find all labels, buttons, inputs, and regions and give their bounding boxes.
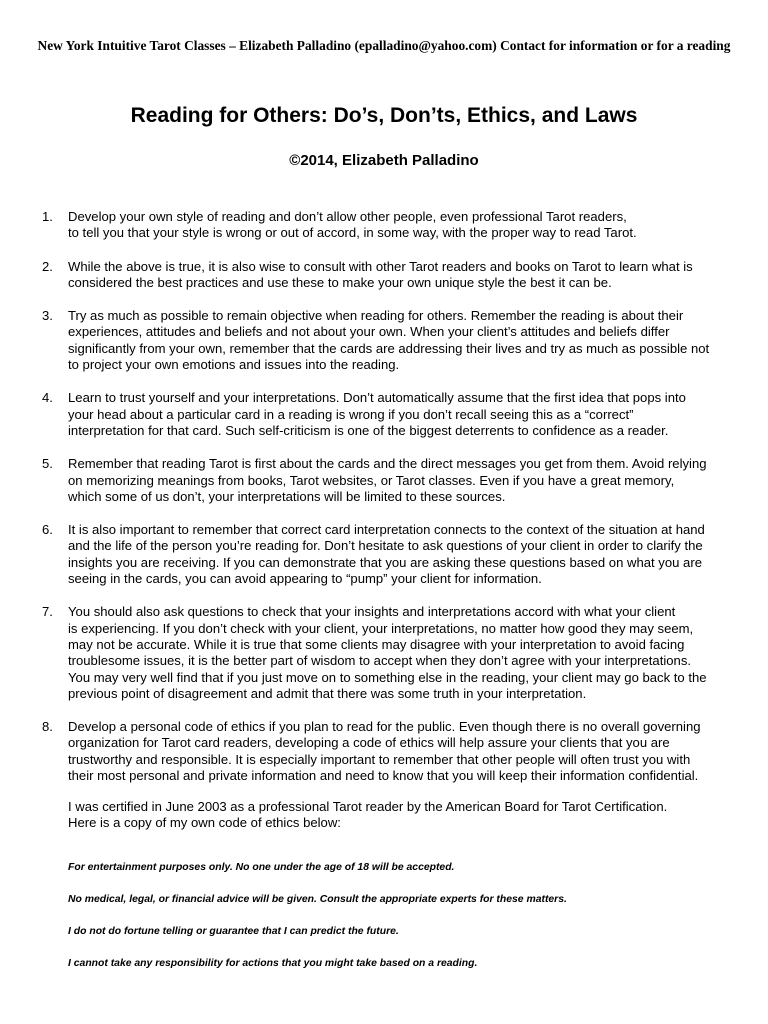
list-item	[42, 522, 758, 587]
certification-paragraph	[68, 799, 758, 832]
list-item-line: You should also ask questions to check that your insights and interpretations accord with what your client	[68, 604, 676, 620]
list-item-line: which some of us don’t, your interpretations will be limited to these sources.	[68, 488, 506, 504]
list-item-line: Develop a personal code of ethics if you plan to read for the public. Even though there is no overall governing	[68, 719, 701, 735]
document-header: New York Intuitive Tarot Classes – Elizabeth Palladino (epalladino@yahoo.com) Contact for information or for a reading	[37, 38, 731, 53]
ethics-statement: No medical, legal, or financial advice will be given. Consult the appropriate experts for these matters.	[68, 894, 567, 905]
list-item-line: experiences, attitudes and beliefs and not about your own. When your client’s attitudes and beliefs differ	[68, 324, 670, 340]
guidelines-list	[42, 209, 758, 801]
list-item	[42, 308, 758, 373]
list-item-number: 4.	[42, 390, 53, 406]
list-item-line: to tell you that your style is wrong or out of accord, in some way, with the proper way to read Tarot.	[68, 225, 637, 241]
certification-line: Here is a copy of my own code of ethics below:	[68, 815, 341, 831]
list-item-number: 2.	[42, 258, 53, 274]
list-item-line: Develop your own style of reading and don’t allow other people, even professional Tarot readers,	[68, 209, 627, 224]
list-item-line: troublesome issues, it is the better part of wisdom to accept when they don’t agree with your interpretations.	[68, 653, 692, 669]
certification-line: I was certified in June 2003 as a professional Tarot reader by the American Board for Tarot Certification.	[68, 799, 668, 814]
list-item-line: and the life of the person you’re reading for. Don’t hesitate to ask questions of your client in order to clarify the	[68, 538, 703, 554]
list-item	[42, 390, 758, 439]
list-item-number: 1.	[42, 209, 53, 224]
list-item-number: 7.	[42, 604, 53, 620]
list-item-line: seeing in the cards, you can avoid appearing to “pump” your client for information.	[68, 571, 542, 587]
list-item-line: organization for Tarot card readers, developing a code of ethics will help assure your clients that you are	[68, 735, 670, 751]
list-item-line: Learn to trust yourself and your interpretations. Don’t automatically assume that the first idea that pops into	[68, 390, 686, 406]
list-item	[42, 209, 758, 242]
ethics-statement: I do not do fortune telling or guarantee that I can predict the future.	[68, 926, 399, 937]
list-item-line: their most personal and private information and need to know that you will keep their information confidential.	[68, 768, 699, 784]
document-title: Reading for Others: Do’s, Don’ts, Ethics, and Laws	[130, 104, 638, 127]
list-item-line: to project your own emotions and issues into the reading.	[68, 357, 400, 373]
list-item-line: It is also important to remember that correct card interpretation connects to the context of the situation at hand	[68, 522, 705, 538]
list-item-line: your head about a particular card in a reading is wrong if you don’t recall seeing this as a “correct”	[68, 406, 634, 422]
list-item-line: insights you are receiving. If you can demonstrate that you are asking these questions based on what you are	[68, 554, 702, 570]
ethics-statement: For entertainment purposes only. No one under the age of 18 will be accepted.	[68, 862, 455, 873]
list-item-line: considered the best practices and use these to make your own unique style the best it can be.	[68, 274, 612, 290]
list-item-number: 3.	[42, 308, 53, 324]
list-item-line: on memorizing meanings from books, Tarot websites, or Tarot classes. Even if you have a great memory,	[68, 472, 675, 488]
list-item-number: 6.	[42, 522, 53, 538]
list-item-line: Try as much as possible to remain objective when reading for others. Remember the reading is about their	[68, 308, 684, 324]
list-item-line: significantly from your own, remember that the cards are addressing their lives and try as much as possible not	[68, 340, 710, 356]
list-item-number: 8.	[42, 719, 53, 735]
list-item-line: You may very well find that if you just move on to something else in the reading, your client may go back to the	[68, 669, 707, 685]
list-item	[42, 719, 758, 784]
ethics-statement: I cannot take any responsibility for actions that you might take based on a reading.	[68, 958, 478, 969]
list-item-line: previous point of disagreement and admit that there was some truth in your interpretation.	[68, 685, 587, 701]
list-item-line: trustworthy and responsible. It is especially important to remember that other people will often trust you with	[68, 751, 691, 767]
list-item-line: Remember that reading Tarot is first about the cards and the direct messages you get from them. Avoid relying	[68, 456, 707, 472]
list-item-number: 5.	[42, 456, 53, 472]
list-item	[42, 456, 758, 505]
list-item-line: may not be accurate. While it is true that some clients may disagree with your interpretation to avoid facing	[68, 636, 685, 652]
list-item	[42, 604, 758, 702]
list-item-line: is experiencing. If you don’t check with your client, your interpretations, no matter how good they may seem,	[68, 620, 694, 636]
list-item-line: interpretation for that card. Such self-criticism is one of the biggest deterrents to confidence as a reader.	[68, 422, 669, 438]
list-item	[42, 258, 758, 292]
list-item-line: While the above is true, it is also wise to consult with other Tarot readers and books on Tarot to learn what is	[68, 258, 693, 274]
copyright-line: ©2014, Elizabeth Palladino	[289, 152, 479, 169]
